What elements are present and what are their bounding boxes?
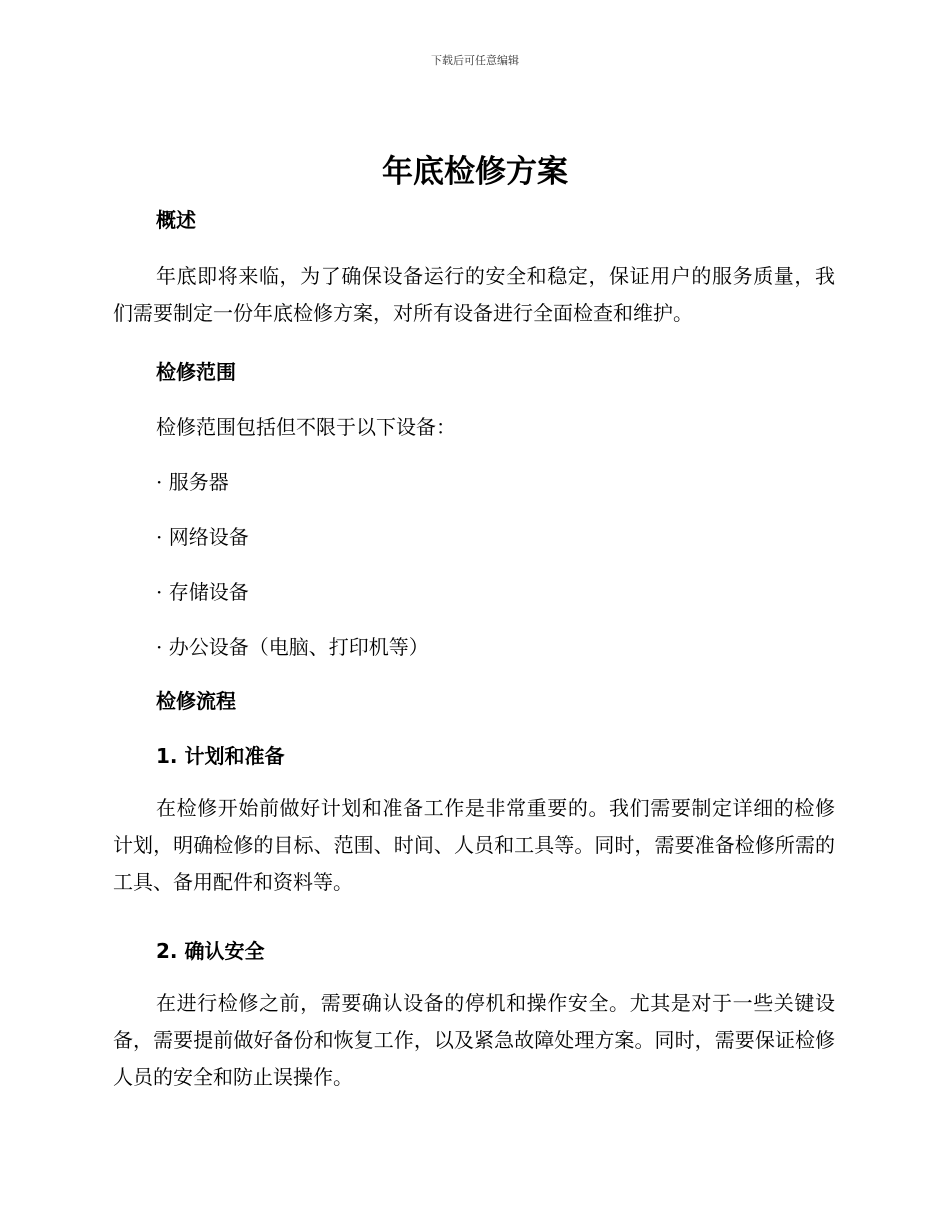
safety-text: 在进行检修之前，需要确认设备的停机和操作安全。尤其是对于一些关键设备，需要提前做好备份和恢复工作，以及紧急故障处理方案。同时，需要保证检修人员的安全和防止误操作。 xyxy=(113,991,835,1089)
document-title: 年底检修方案 xyxy=(382,154,568,190)
step-heading-plan: 1. 计划和准备 xyxy=(156,744,285,768)
section-heading-scope: 检修范围 xyxy=(156,360,236,384)
scope-list-item: · 网络设备 xyxy=(156,525,249,549)
section-heading-process: 检修流程 xyxy=(156,689,236,713)
overview-text: 年底即将来临，为了确保设备运行的安全和稳定，保证用户的服务质量，我们需要制定一份年底检修方案，对所有设备进行全面检查和维护。 xyxy=(113,264,835,325)
section-heading-overview: 概述 xyxy=(156,208,196,232)
scope-list-item: · 服务器 xyxy=(156,470,229,494)
scope-list-item: · 存储设备 xyxy=(156,580,249,604)
plan-text: 在检修开始前做好计划和准备工作是非常重要的。我们需要制定详细的检修计划，明确检修的目标、范围、时间、人员和工具等。同时，需要准备检修所需的工具、备用配件和资料等。 xyxy=(113,796,835,894)
plan-paragraph xyxy=(113,790,835,901)
scope-list-item: · 办公设备（电脑、打印机等） xyxy=(156,635,429,659)
step-heading-safety: 2. 确认安全 xyxy=(156,939,265,963)
overview-paragraph xyxy=(113,258,835,332)
header-note: 下载后可任意编辑 xyxy=(431,54,519,67)
safety-paragraph xyxy=(113,985,835,1096)
scope-intro: 检修范围包括但不限于以下设备： xyxy=(156,415,456,439)
